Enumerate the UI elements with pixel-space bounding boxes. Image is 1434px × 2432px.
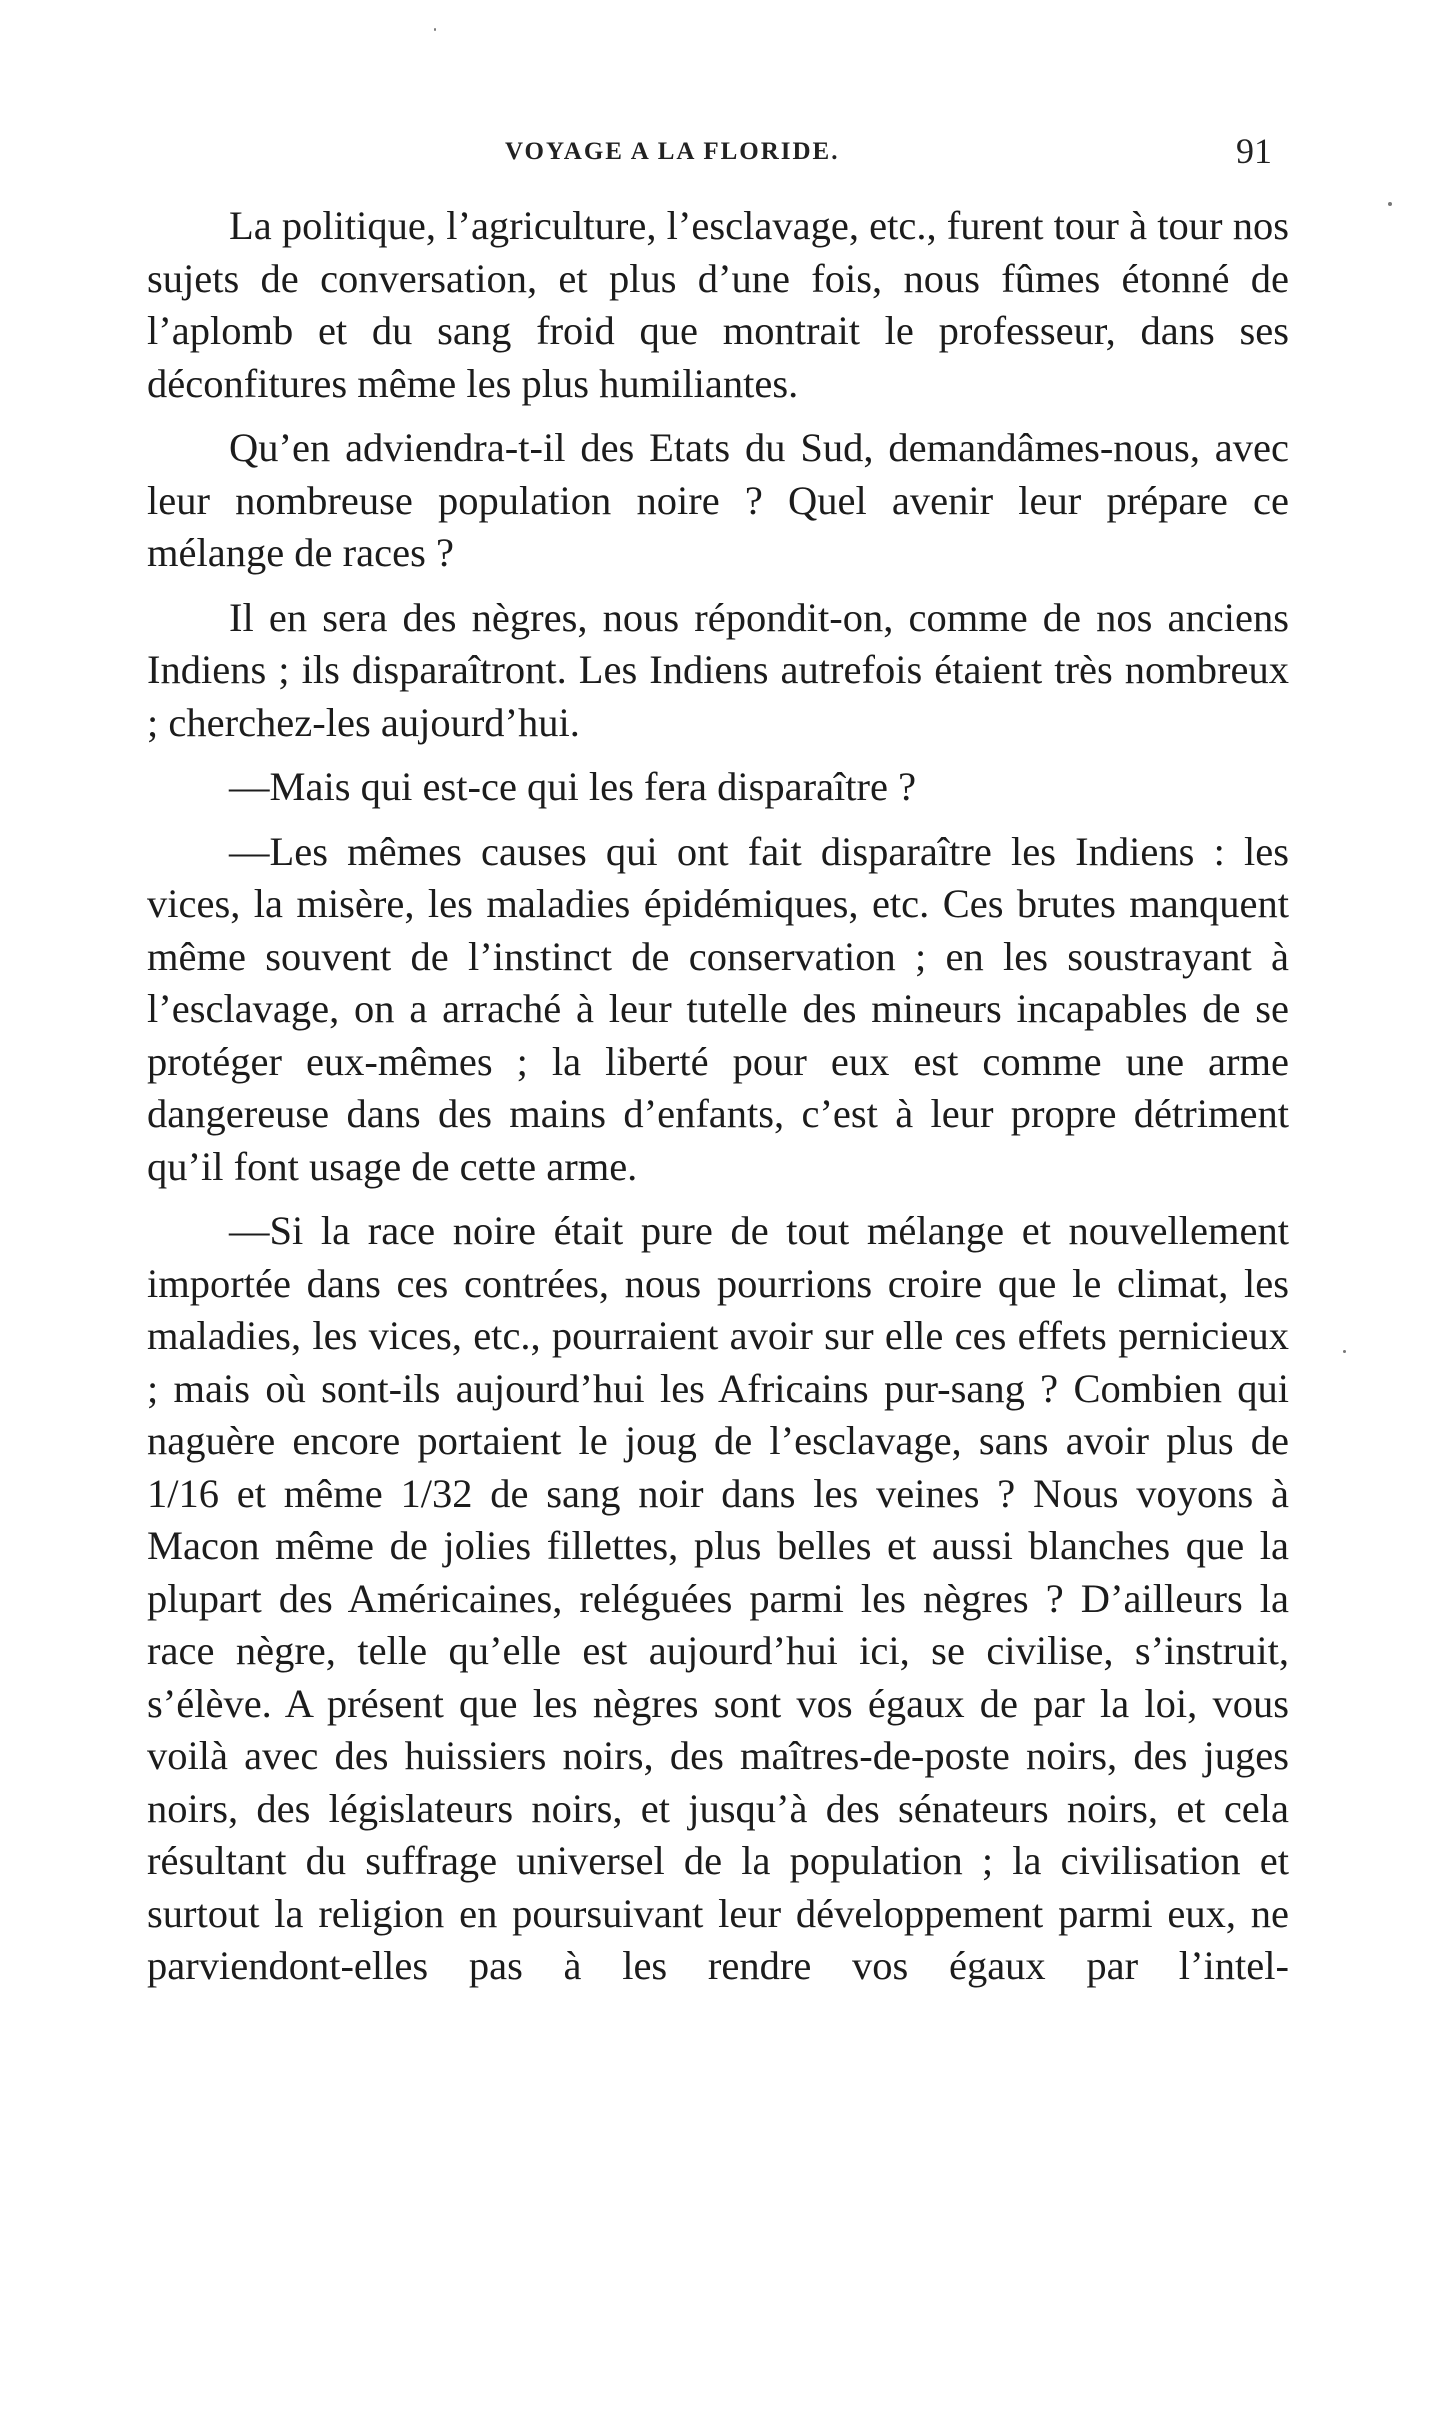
paper-speck — [1388, 202, 1392, 206]
paragraph-6: —Si la race noire était pure de tout mélange et nouvellement importée dans ces contrées, nous pourrions croire que le climat, les maladies, les vices, etc., pourraient avoir sur elle ces effets pernicieux ; mais où sont-ils aujourd’hui les Africains pur-sang ? Combien qui naguère encore portaient le joug de l’esclavage, sans avoir plus de 1/16 et même 1/32 de sang noir dans les veines ? Nous voyons à Macon même de jolies fillettes, plus belles et aussi blanches que la plupart des Américaines, reléguées parmi les nègres ? D’ailleurs la race nègre, telle qu’elle est aujourd’hui ici, se civilise, s’instruit, s’élève. A présent que les nègres sont vos égaux de par la loi, vous voilà avec des huissiers noirs, des maîtres-de-poste noirs, des juges noirs, des législateurs noirs, et jusqu’à des sénateurs noirs, et cela résultant du suffrage universel de la population ; la civilisation et surtout la religion en poursuivant leur développement parmi eux, ne parviendont-elles pas à les rendre vos égaux par l’intel- — [147, 1208, 1289, 1988]
paper-speck — [434, 28, 436, 31]
paragraph-1: La politique, l’agriculture, l’esclavage, etc., furent tour à tour nos sujets de conversation, et plus d’une fois, nous fûmes étonné de l’aplomb et du sang froid que montrait le professeur, dans ses déconfitures même les plus humiliantes. — [147, 203, 1289, 406]
paragraph-3: Il en sera des nègres, nous répondit-on, comme de nos anciens Indiens ; ils disparaîtront. Les Indiens autrefois étaient très nombreux ; cherchez-les aujourd’hui. — [147, 594, 1289, 745]
paragraph-4: —Mais qui est-ce qui les fera disparaître ? — [229, 764, 917, 809]
paragraph-2: Qu’en adviendra-t-il des Etats du Sud, demandâmes-nous, avec leur nombreuse population noire ? Quel avenir leur prépare ce mélange de races ? — [147, 425, 1289, 575]
paper-speck — [1343, 1350, 1346, 1353]
running-title: VOYAGE A LA FLORIDE. — [505, 138, 840, 165]
page-number: 91 — [1236, 131, 1272, 171]
body-text — [147, 200, 1289, 1993]
paragraph-5: —Les mêmes causes qui ont fait disparaître les Indiens : les vices, la misère, les maladies épidémiques, etc. Ces brutes manquent même souvent de l’instinct de conservation ; en les soustrayant à l’esclavage, on a arraché à leur tutelle des mineurs incapables de se protéger eux-mêmes ; la liberté pour eux est comme une arme dangereuse dans des mains d’enfants, c’est à leur propre détriment qu’il font usage de cette arme. — [147, 828, 1289, 1189]
